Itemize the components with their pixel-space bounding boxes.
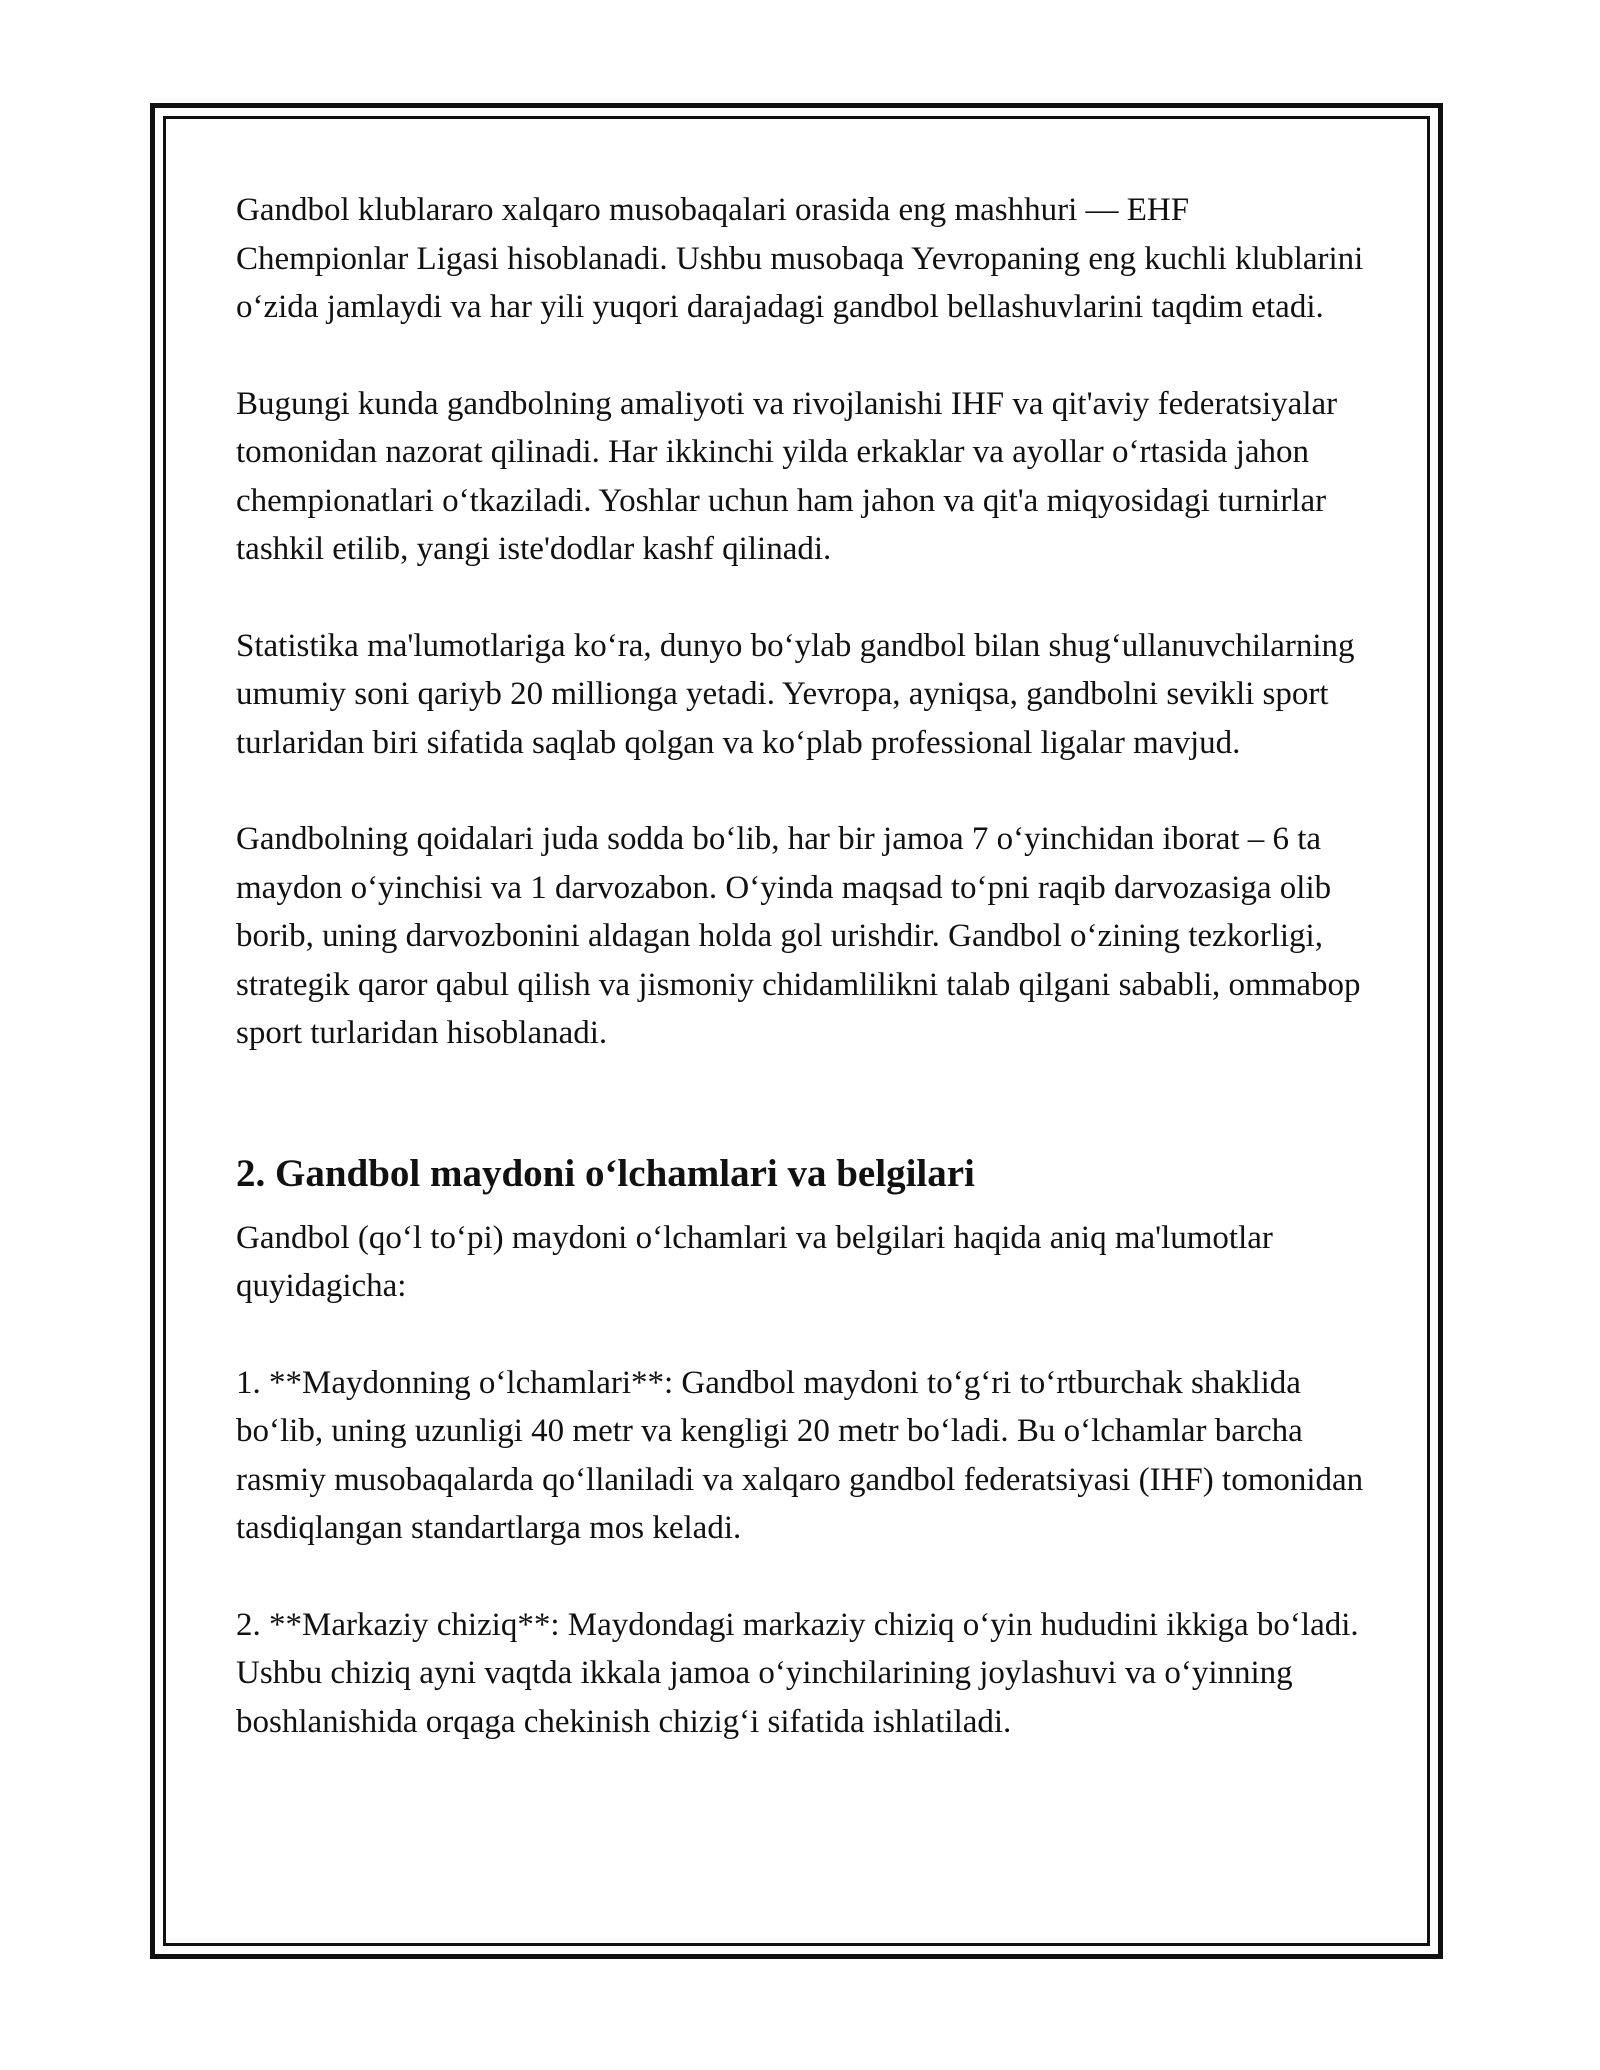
section-intro: Gandbol (qo‘l to‘pi) maydoni o‘lchamlari va belgilari haqida aniq ma'lumotlar quyidagicha:	[236, 1219, 1273, 1304]
list-item-court-dimensions: 1. **Maydonning o‘lchamlari**: Gandbol maydoni to‘g‘ri to‘rtburchak shaklida bo‘lib, uning uzunligi 40 metr va kengligi 20 metr bo‘ladi. Bu o‘lchamlar barcha rasmiy musobaqalarda qo‘llaniladi va xalqaro gandbol federatsiyasi (IHF) tomonidan tasdiqlangan standartlarga mos keladi.	[236, 1364, 1364, 1546]
paragraph-ehf-champions-league: Gandbol klublararo xalqaro musobaqalari orasida eng mashhuri — EHF Chempionlar Ligasi hisoblanadi. Ushbu musobaqa Yevropaning eng kuchli klublarini o‘zida jamlaydi va har yili yuqori darajadagi gandbol bellashuvlarini taqdim etadi.	[236, 192, 1364, 325]
section-heading: 2. Gandbol maydoni o‘lchamlari va belgilari	[236, 1151, 975, 1195]
paragraph-ihf-federations: Bugungi kunda gandbolning amaliyoti va rivojlanishi IHF va qit'aviy federatsiyalar tomonidan nazorat qilinadi. Har ikkinchi yilda erkaklar va ayollar o‘rtasida jahon chempionatlari o‘tkaziladi. Yoshlar uchun ham jahon va qit'a miqyosidagi turnirlar tashkil etilib, yangi iste'dodlar kashf qilinadi.	[236, 385, 1338, 567]
paragraph-rules: Gandbolning qoidalari juda sodda bo‘lib, har bir jamoa 7 o‘yinchidan iborat – 6 ta maydon o‘yinchisi va 1 darvozabon. O‘yinda maqsad to‘pni raqib darvozasiga olib borib, uning darvozbonini aldagan holda gol urishdir. Gandbol o‘zining tezkorligi, strategik qaror qabul qilish va jismoniy chidamlilikni talab qilgani sababli, ommabop sport turlaridan hisoblanadi.	[236, 821, 1361, 1051]
list-item-center-line: 2. **Markaziy chiziq**: Maydondagi markaziy chiziq o‘yin hududini ikkiga bo‘ladi. Ushbu chiziq ayni vaqtda ikkala jamoa o‘yinchilarining joylashuvi va o‘yinning boshlanishida orqaga chekinish chizig‘i sifatida ishlatiladi.	[236, 1606, 1359, 1740]
document-body	[236, 186, 1366, 1746]
paragraph-statistics: Statistika ma'lumotlariga ko‘ra, dunyo bo‘ylab gandbol bilan shug‘ullanuvchilarning umumiy soni qariyb 20 millionga yetadi. Yevropa, ayniqsa, gandbolni sevikli sport turlaridan biri sifatida saqlab qolgan va ko‘plab professional ligalar mavjud.	[236, 627, 1355, 761]
